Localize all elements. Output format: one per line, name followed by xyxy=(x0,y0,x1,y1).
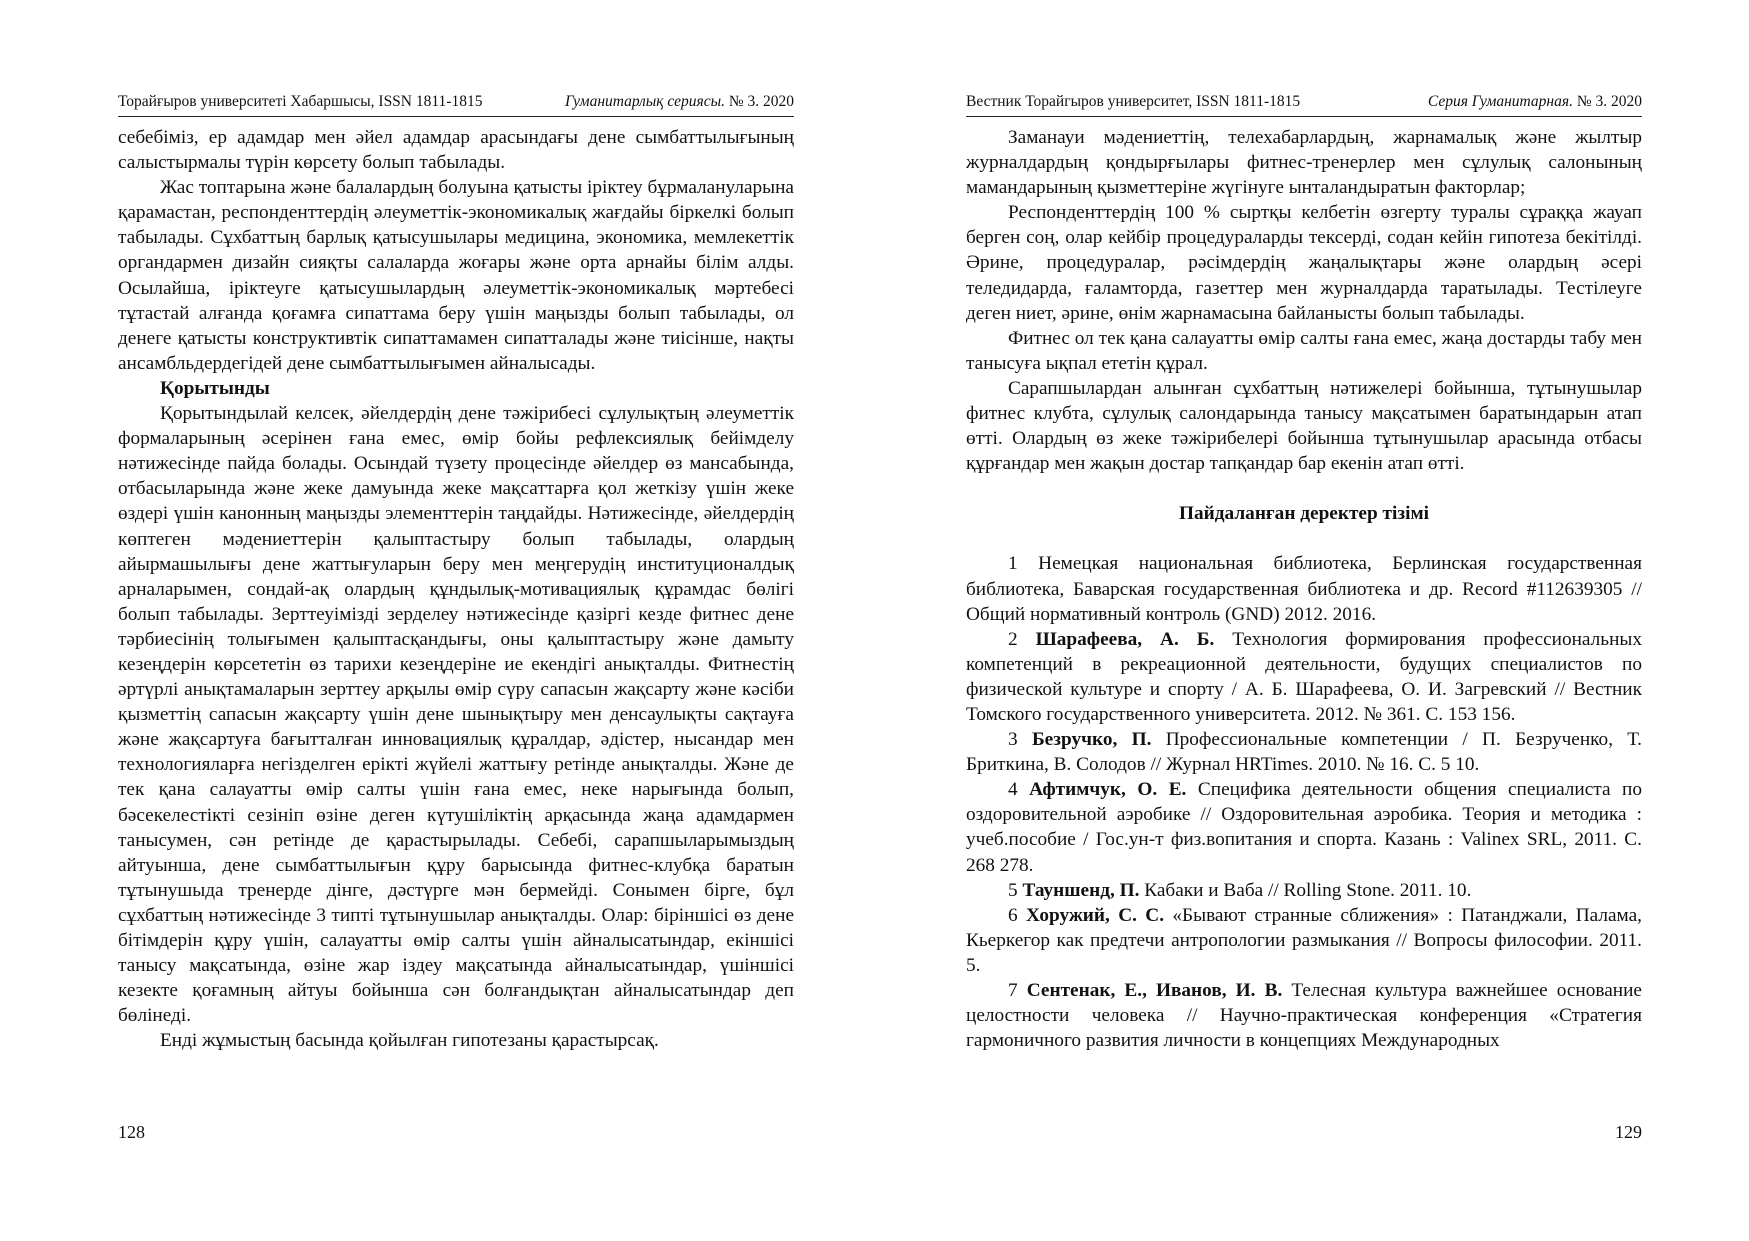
reference-item xyxy=(966,777,1642,877)
reference-author: Сентенак, Е., Иванов, И. В. xyxy=(1026,980,1283,1001)
paragraph: Жас топтарына және балалардың болуына қатысты іріктеу бұрмалануларына қарамастан, респонденттердің әлеуметтік-экономикалық жағдайы біркелкі болып табылады. Сұхбаттың барлық қатысушылары медицина, экономика, мемлекеттік органдармен дизайн сияқты салаларда жоғары және орта арнайы білім алды. Осылайша, іріктеуге қатысушылардың әлеуметтік-экономикалық мәртебесі тұтастай алғанда қоғамға сипаттама беру үшін маңызды болып табылады, ол денеге қатысты конструктивтік сипаттамамен сипатталады және тиісінше, нақты ансамбльдердегідей дене сымбаттылығымен айналысады. xyxy=(118,177,794,374)
reference-item xyxy=(966,727,1642,777)
left-issue: № 3. 2020 xyxy=(724,93,794,110)
reference-author: Хоружий, С. С. xyxy=(1026,904,1165,926)
paragraph: Қорытындылай келсек, әйелдердің дене тәжірибесі сұлулықтың әлеуметтік формаларының әсерінен ғана емес, өмір бойы рефлексиялық бейімделу нәтижесінде пайда болады. Осындай түзету процесінде әйелдер өз мансабында, отбасыларында және жеке дамуында жеке мақсаттарға қол жеткізу үшін жеке өздері үшін канонның маңызды элементтерін таңдайды. Нәтижесінде, әйелдердің көптеген мәдениеттерін қалыптастыру болып табылады, олардың айырмашылығы дене жаттығуларын беру мен меңгерудің институционалдық арналарымен, сондай-ақ олардың құндылық-мотивациялық құрамдас бөлігі болып табылады. Зерттеуімізді зерделеу нәтижесінде қазіргі кезде фитнес дене тәрбиесінің толығымен қалыптасқандығы, оны қалыптастыру және дамыту кезеңдерін көрсететін өз тарихи кезеңдеріне ие екендігі анықталды. Фитнестің әртүрлі анықтамаларын зерттеу арқылы өмір сүру сапасын жақсарту және кәсіби қызметтің сапасын жақсарту үшін дене шынықтыру мен денсаулықты сақтауға және жақсартуға бағытталған инновациялық құралдар, әдістер, нысандар мен технологияларға негізделген ерікті жүйелі жаттығу ретінде анықталды. Және де тек қана салауатты өмір салты үшін ғана емес, неке нарығында болып, бәсекелестікті сезініп өзіне деген күтушіліктің арқасында жаңа адамдармен танысумен, сән ретінде де қарастырылады. Себебі, сарапшыларымыздың айтуынша, дене сымбаттылығын құру барысында фитнес-клубқа баратын тұтынушыда тренерде дінге, дәстүрге мән бермейді. Сонымен бірге, бұл сұхбаттың нәтижесінде 3 типті тұтынушылар анықталды. Олар: біріншісі өз дене бітімдерін құру үшін, салауатты өмір салты үшін айналысатындар, екіншісі танысу мақсатында, өзіне жар іздеу мақсатында айналысатындар, үшіншісі кезекте қоғамның айтуы бойынша сән болғандықтан айналысатындар деп бөлінеді. xyxy=(118,403,794,1027)
paragraph: Сарапшылардан алынған сұхбаттың нәтижелері бойынша, тұтынушылар фитнес клубта, сұлулық салондарында танысу мақсатымен баратындарын атап өтті. Олардың өз жеке тәжірибелері бойынша тұтынушылар арасында отбасы құрғандар мен жақын достар тапқандар бар екенін атап өтті. xyxy=(966,377,1642,475)
reference-text: Технология формирования профессиональных компетенций в рекреационной деятельности, будущих специалистов по физической культуре и спорту / А. Б. Шарафеева, О. И. Загревский // Вестник Томского государственного университета. 2012. № 361. С. 153 156. xyxy=(966,628,1642,725)
reference-text: Телесная культура важнейшее основание целостности человека // Научно-практическая конференция «Стратегия гармоничного развития личности в концепциях Международных xyxy=(966,980,1642,1052)
reference-text: «Бывают странные сближения» : Патанджали, Палама, Кьеркегор как предтечи антропологии размыкания // Вопросы философии. 2011. 5. xyxy=(966,904,1642,976)
right-journal-title: Вестник Торайгыров университет, ISSN 1811-1815 xyxy=(966,93,1301,110)
reference-author: Афтимчук, О. Е. xyxy=(1029,779,1187,801)
reference-item xyxy=(966,551,1642,626)
left-journal-title: Торайғыров университеті Хабаршысы, ISSN 1811-1815 xyxy=(118,93,483,110)
reference-item xyxy=(966,978,1642,1053)
reference-text: Кабаки и Ваба // Rolling Stone. 2011. 10. xyxy=(1139,879,1472,901)
reference-number: 5 xyxy=(1008,879,1018,901)
reference-number: 2 xyxy=(1008,628,1018,650)
paragraph: Фитнес ол тек қана салауатты өмір салты ғана емес, жаңа достарды табу мен танысуға ықпал ететін құрал. xyxy=(966,327,1642,374)
reference-number: 4 xyxy=(1008,779,1018,801)
reference-item xyxy=(966,878,1642,903)
reference-author: Шарафеева, А. Б. xyxy=(1035,628,1215,650)
left-page-header xyxy=(118,92,794,117)
right-series-name: Серия Гуманитарная. xyxy=(1427,93,1573,110)
right-issue: № 3. 2020 xyxy=(1572,93,1642,110)
reference-number: 7 xyxy=(1008,980,1018,1001)
right-page-header xyxy=(966,92,1642,117)
right-page-body xyxy=(966,125,1642,1053)
conclusion-heading: Қорытынды xyxy=(160,377,270,399)
page-number: 128 xyxy=(118,1122,145,1142)
left-page-body xyxy=(118,125,794,1053)
reference-text: Специфика деятельности общения специалиста по оздоровительной аэробике // Оздоровительная аэробика. Теория и методика : учеб.пособие / Гос.ун-т физ.вопитания и спорта. Казань : Valinex SRL, 2011. С. 268 278. xyxy=(966,779,1642,876)
reference-item xyxy=(966,903,1642,978)
paragraph: Енді жұмыстың басында қойылған гипотезаны қарастырсақ. xyxy=(160,1030,659,1052)
paragraph: Респонденттердің 100 % сыртқы келбетін өзгерту туралы сұраққа жауап берген соң, олар кейбір процедураларды тексерді, содан кейін гипотеза бекітілді. Әрине, процедуралар, рәсімдердің жаңалықтары және олардың әсері теледидарда, ғаламторда, газеттер мен журналдарда таратылады. Тестілеуге деген ниет, әрине, өнім жарнамасына байланысты болып табылады. xyxy=(966,202,1642,324)
reference-text: Профессиональные компетенции / П. Безрученко, Т. Бриткина, В. Солодов // Журнал HRTimes. 2010. № 16. С. 5 10. xyxy=(966,729,1642,776)
page-number: 129 xyxy=(1615,1122,1642,1142)
reference-number: 1 xyxy=(1008,553,1018,575)
reference-number: 6 xyxy=(1008,904,1018,926)
left-series-name: Гуманитарлық сериясы. xyxy=(565,93,725,110)
left-series-label xyxy=(565,92,794,112)
right-series-label xyxy=(1428,92,1642,112)
references-heading: Пайдаланған деректер тізімі xyxy=(1179,503,1429,525)
reference-text: Немецкая национальная библиотека, Берлинская государственная библиотека, Баварская государственная библиотека и др. Record #112639305 // Общий нормативный контроль (GND) 2012. 2016. xyxy=(966,553,1642,625)
paragraph: себебіміз, ер адамдар мен әйел адамдар арасындағы дене сымбаттылығының салыстырмалы түрін көрсету болып табылады. xyxy=(118,127,794,174)
reference-author: Тауншенд, П. xyxy=(1022,879,1140,901)
paragraph: Заманауи мәдениеттің, телехабарлардың, жарнамалық және жылтыр журналдардың қондырғылары фитнес-тренерлер мен сұлулық салонының мамандарының қызметтеріне жүгінуге ынталандыратын факторлар; xyxy=(966,127,1642,199)
reference-author: Безручко, П. xyxy=(1031,729,1152,751)
reference-item xyxy=(966,627,1642,727)
reference-number: 3 xyxy=(1008,729,1018,751)
